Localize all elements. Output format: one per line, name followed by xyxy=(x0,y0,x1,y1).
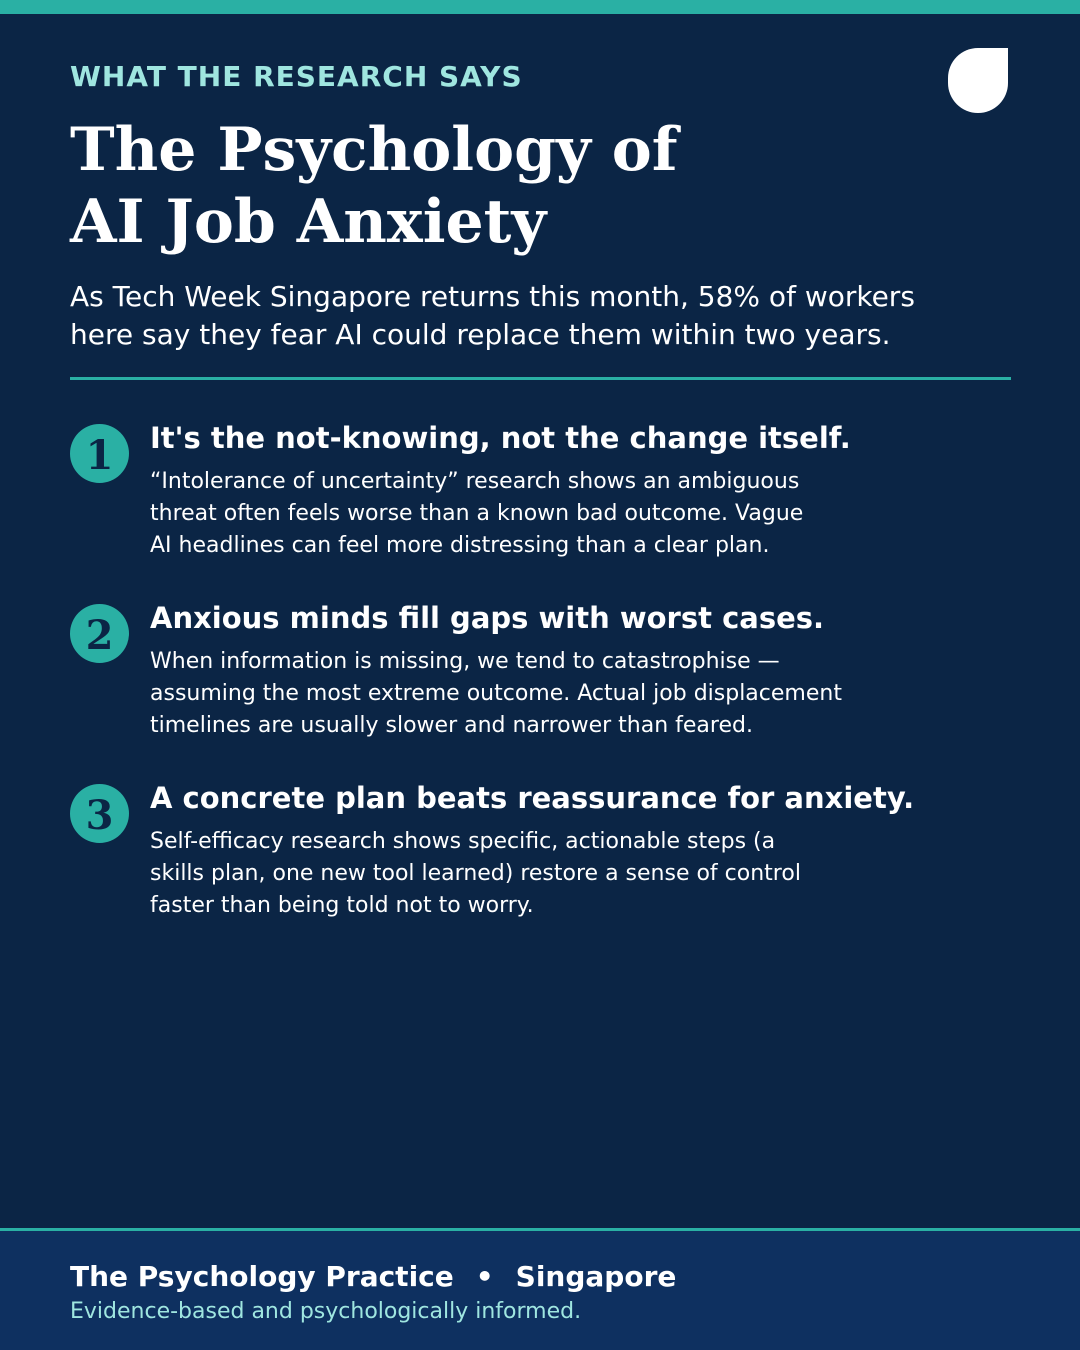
point-body xyxy=(150,646,950,742)
point-number-badge: 3 xyxy=(70,784,129,843)
point-body-line: Self-efficacy research shows specific, actionable steps (a xyxy=(150,829,776,854)
point-body-line: skills plan, one new tool learned) restore a sense of control xyxy=(150,861,801,886)
point-number-badge: 2 xyxy=(70,604,129,663)
intro-line-1: As Tech Week Singapore returns this month, 58% of workers xyxy=(70,280,915,313)
footer-tagline: Evidence-based and psychologically informed. xyxy=(70,1299,582,1324)
point-body-line: faster than being told not to worry. xyxy=(150,893,534,918)
intro-line-2: here say they fear AI could replace them within two years. xyxy=(70,318,891,351)
point-body xyxy=(150,466,950,562)
point-body-line: “Intolerance of uncertainty” research shows an ambiguous xyxy=(150,469,800,494)
point-heading: Anxious minds fill gaps with worst cases. xyxy=(150,601,825,635)
page-title xyxy=(70,114,930,258)
point-body-line: threat often feels worse than a known bad outcome. Vague xyxy=(150,501,804,526)
title-line-1: The Psychology of xyxy=(70,115,678,185)
footer xyxy=(0,1228,1080,1350)
top-accent-bar xyxy=(0,0,1080,14)
practice-location: Singapore xyxy=(515,1260,677,1293)
title-line-2: AI Job Anxiety xyxy=(70,187,547,257)
section-divider xyxy=(70,377,1011,380)
eyebrow-label: WHAT THE RESEARCH SAYS xyxy=(70,60,523,93)
point-heading: A concrete plan beats reassurance for anxiety. xyxy=(150,781,915,815)
point-body-line: When information is missing, we tend to catastrophise — xyxy=(150,649,780,674)
footer-separator: • xyxy=(475,1260,494,1293)
leaf-logo-icon xyxy=(948,48,1008,113)
point-body-line: AI headlines can feel more distressing than a clear plan. xyxy=(150,533,770,558)
intro-text xyxy=(70,278,1030,354)
point-body-line: assuming the most extreme outcome. Actual job displacement xyxy=(150,681,842,706)
point-body-line: timelines are usually slower and narrower than feared. xyxy=(150,713,753,738)
practice-name: The Psychology Practice xyxy=(70,1260,454,1293)
point-number-badge: 1 xyxy=(70,424,129,483)
point-heading: It's the not-knowing, not the change itself. xyxy=(150,421,851,455)
footer-brand xyxy=(70,1259,676,1295)
point-body xyxy=(150,826,950,922)
